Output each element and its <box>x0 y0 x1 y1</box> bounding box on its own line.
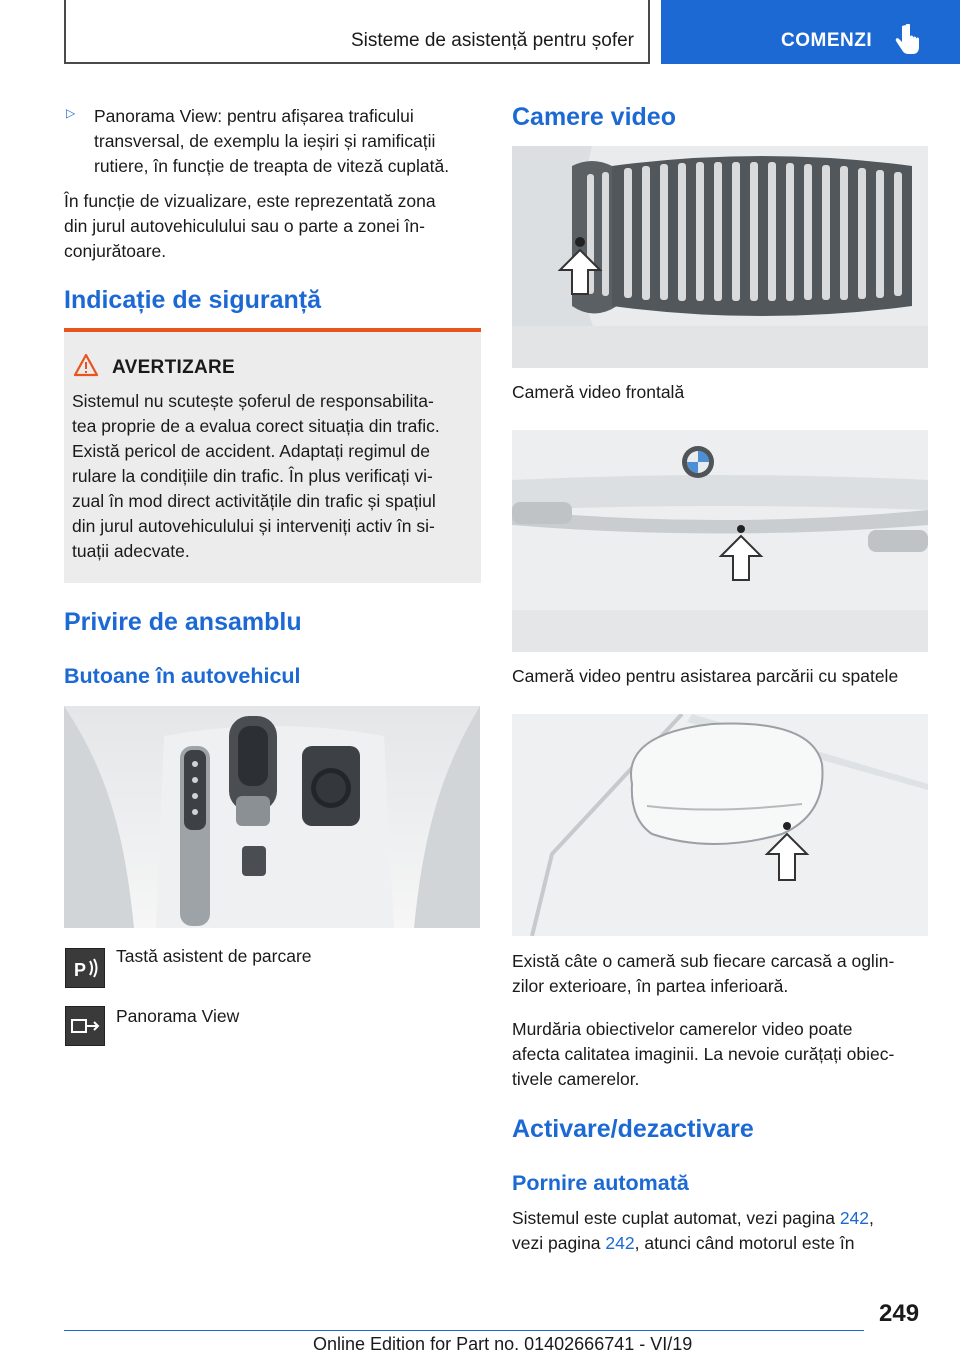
front-camera-image <box>512 146 928 368</box>
page-number: 249 <box>879 1300 920 1327</box>
bullet-triangle-icon: ▷ <box>66 106 76 120</box>
header-chapter-tab[interactable] <box>661 0 960 64</box>
warning-triangle-icon <box>73 353 99 377</box>
mirror-text-line1: Există câte o cameră sub fiecare carcasă a oglin- <box>512 951 895 971</box>
auto-text-line1-end: , <box>869 1208 874 1228</box>
footer-divider <box>64 1330 864 1331</box>
header-section-box <box>64 0 650 64</box>
auto-start-heading: Pornire automată <box>512 1171 689 1195</box>
bullet-text: Panorama View: pentru afișarea traficului transversal, de exemplu la ieșiri și ramificații rutiere, în funcție de treapta de viteză cuplată. <box>94 106 450 176</box>
park-assist-key-icon <box>65 948 105 988</box>
rear-camera-image <box>512 430 928 652</box>
legend-label-panorama: Panorama View <box>116 1006 240 1026</box>
page-link-242[interactable]: 242 <box>605 1233 635 1253</box>
caption-rear-camera: Cameră video pentru asistarea parcării cu spatele <box>512 666 899 686</box>
warning-title: AVERTIZARE <box>112 357 235 378</box>
warning-line: tuații adecvate. <box>72 541 190 561</box>
overview-heading: Privire de ansamblu <box>64 608 302 636</box>
side-mirror-camera-image <box>512 714 928 936</box>
para-view-line3: conjurătoare. <box>64 241 167 261</box>
para-view-line2: din jurul autovehiculului sau o parte a zonei în- <box>64 216 425 236</box>
caption-front-camera: Cameră video frontală <box>512 382 685 402</box>
warning-line: rulare la condițiile din trafic. În plus verificați vi- <box>72 466 433 486</box>
dirt-text-line2: afecta calitatea imaginii. La nevoie curățați obiec- <box>512 1044 895 1064</box>
svg-text:P: P <box>74 960 87 980</box>
legend-label-park-assist: Tastă asistent de parcare <box>116 946 312 966</box>
dirt-text-line3: tivele camerelor. <box>512 1069 640 1089</box>
warning-line: zual în mod direct activitățile din trafic și spațiul <box>72 491 436 511</box>
buttons-heading: Butoane în autovehicul <box>64 664 301 688</box>
para-view-line1: În funcție de vizualizare, este reprezentată zona <box>64 191 436 211</box>
warning-line: din jurul autovehiculului și interveniți activ în si- <box>72 516 435 536</box>
auto-text-line2-end: , atunci când motorul este în <box>634 1233 855 1253</box>
auto-text-line1-start: Sistemul este cuplat automat, vezi pagina <box>512 1208 840 1228</box>
panorama-view-key-icon <box>65 1006 105 1046</box>
footer-edition: Online Edition for Part no. 01402666741 - VI/19 <box>313 1334 693 1354</box>
center-console-image <box>64 706 480 928</box>
auto-text-line2-start: vezi pagina <box>512 1233 606 1253</box>
header-section-title: Sisteme de asistență pentru șofer <box>350 30 634 51</box>
pointing-hand-icon <box>894 24 920 56</box>
mirror-text-line2: zilor exterioare, în partea inferioară. <box>512 976 789 996</box>
dirt-text-line1: Murdăria obiectivelor camerelor video poate <box>512 1019 853 1039</box>
warning-line: Există pericol de accident. Adaptați regimul de <box>72 441 430 461</box>
header-chapter-label: COMENZI <box>781 30 873 51</box>
activation-heading: Activare/dezactivare <box>512 1115 754 1143</box>
auto-text-line1 <box>512 1206 874 1231</box>
page-link-242[interactable]: 242 <box>839 1208 870 1228</box>
warning-line: tea proprie de a evalua corect situația din trafic. <box>72 416 440 436</box>
safety-heading: Indicație de siguranță <box>64 286 322 314</box>
cameras-heading: Camere video <box>512 103 676 131</box>
warning-line: Sistemul nu scutește șoferul de responsabilita- <box>72 391 434 411</box>
auto-text-line2 <box>512 1231 854 1256</box>
